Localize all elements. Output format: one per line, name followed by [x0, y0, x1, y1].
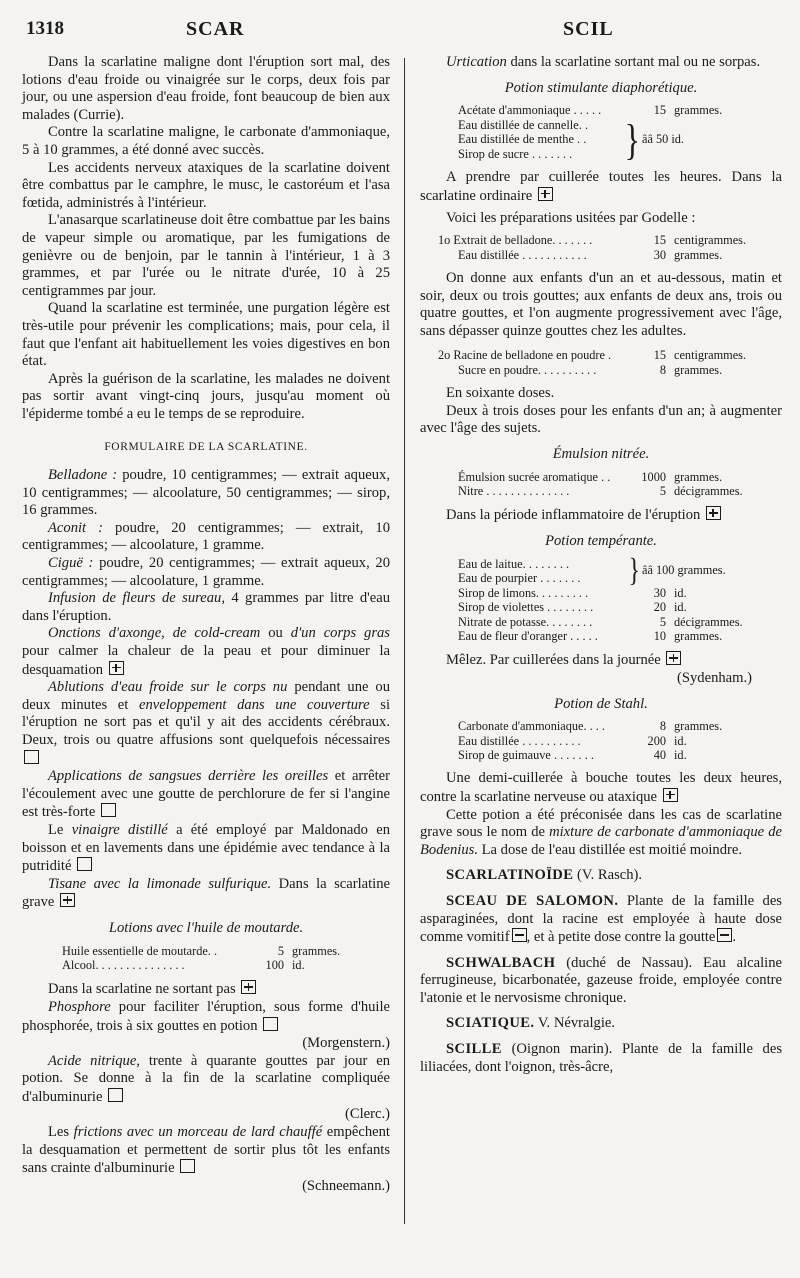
minus-box-icon	[512, 928, 527, 942]
dictionary-entry: SCIATIQUE. V. Névralgie.	[446, 1015, 616, 1032]
formula-entry: Tisane avec la limonade sulfurique. Dans la scarlatine grave	[22, 875, 390, 911]
formula-entry: Le vinaigre distillé a été employé par Maldonado en boisson et en lavements dans une épidémie avec tendance à la putridité	[22, 821, 391, 875]
recipe-row: Eau de laitue. . . . . . . .	[458, 556, 570, 571]
group-quantity: ââ 100 grammes.	[642, 563, 726, 578]
recipe-list	[420, 233, 782, 262]
plus-box-icon	[666, 651, 681, 665]
plus-box-icon	[109, 661, 124, 675]
paragraph: Deux à trois doses pour les enfants d'un an; à augmenter avec l'âge des sujets.	[420, 402, 782, 437]
paragraph: Quand la scarlatine est terminée, une purgation légère est très-utile pour prévenir les complications; mais, pour cela, il faut que l'enfant ait habituellement les voies digestives en bon état.	[22, 300, 390, 370]
running-head-right: SCIL	[563, 18, 614, 40]
recipe-list	[420, 470, 782, 499]
recipe-title: Potion tempérante.	[545, 532, 657, 549]
recipe-row: Nitre . . . . . . . . . . . . . . 5 décigrammes.	[458, 483, 743, 498]
recipe-row: Alcool. . . . . . . . . . . . . . . 100 id.	[62, 957, 305, 972]
recipe-row: Émulsion sucrée aromatique . . 1000 grammes.	[458, 469, 723, 484]
recipe-row: Sirop de guimauve . . . . . . . 40 id.	[458, 747, 687, 762]
column-divider	[404, 58, 405, 1224]
recipe-row: Carbonate d'ammoniaque. . . . 8 grammes.	[458, 719, 723, 734]
recipe-row: Sirop de violettes . . . . . . . . 20 id.	[458, 600, 687, 615]
recipe-list	[420, 553, 782, 644]
recipe-row: Sirop de limons. . . . . . . . . 30 id.	[458, 585, 687, 600]
paragraph: Une demi-cuillerée à bouche toutes les deux heures, contre la scarlatine nerveuse ou ataxique	[420, 770, 782, 805]
paragraph: Cette potion a été préconisée dans les cas de scarlatine grave sous le nom de mixture de carbonate d'ammoniaque de Bodenius. La dose de l'eau distillée est moitié moindre.	[420, 806, 782, 858]
paragraph: Urtication dans la scarlatine sortant mal ou ne sorpas.	[446, 54, 761, 70]
paragraph: Après la guérison de la scarlatine, les malades ne doivent pas sortir avant vingt-cinq jours, jusqu'au moment où l'épiderme tombé a eu le temps de se reproduire.	[22, 370, 390, 422]
recipe-title: Lotions avec l'huile de moutarde.	[108, 919, 304, 936]
attribution: (Sydenham.)	[677, 669, 752, 686]
paragraph: Contre la scarlatine maligne, le carbonate d'ammoniaque, 5 à 10 grammes, a été donné avec succès.	[22, 124, 390, 158]
dictionary-entry: SCHWALBACH (duché de Nassau). Eau alcaline ferrugineuse, bicarbonatée, gazeuse froide, employée contre l'atonie et le nervosisme chronique.	[420, 954, 782, 1006]
recipe-row: Eau distillée de cannelle. .	[458, 117, 589, 132]
dictionary-entry: SCILLE (Oignon marin). Plante de la famille des liliacées, dont l'oignon, très-âcre,	[420, 1041, 782, 1075]
empty-box-icon	[108, 1088, 123, 1102]
paragraph: Phosphore pour faciliter l'éruption, sous forme d'huile phosphorée, trois à six gouttes en potion	[22, 998, 391, 1034]
recipe-title: Potion de Stahl.	[554, 695, 648, 712]
recipe-row: Eau de fleur d'oranger . . . . . 10 grammes.	[458, 628, 723, 643]
group-quantity: ââ 50 id.	[642, 131, 685, 146]
running-head-left: SCAR	[186, 18, 245, 40]
plus-box-icon	[60, 893, 75, 907]
recipe-row: Sirop de sucre . . . . . . .	[458, 146, 573, 161]
formula-entry: Infusion de fleurs de sureau, 4 grammes par litre d'eau dans l'éruption.	[22, 590, 390, 624]
empty-box-icon	[77, 857, 92, 871]
recipe-list	[420, 348, 782, 377]
formula-entry: Aconit : poudre, 20 centigrammes; — extrait, 10 centigrammes; — alcoolature, 1 gramme.	[22, 519, 391, 554]
paragraph: Voici les préparations usitées par Godelle :	[446, 209, 696, 226]
formula-entry: Ablutions d'eau froide sur le corps nu pendant une ou deux minutes et enveloppement dans une couverture si l'éruption ne sort pas et qu'il y ait des accidents cérébraux. Deux, trois ou quatre affusions sont quelquefois nécessaires	[22, 679, 390, 768]
paragraph: Dans la période inflammatoire de l'éruption	[420, 506, 782, 525]
empty-box-icon	[263, 1017, 278, 1031]
formula-entry: Belladone : poudre, 10 centigrammes; — extrait aqueux, 10 centigrammes; — alcoolature, 50 centigrammes; — sirop, 16 grammes.	[22, 467, 390, 519]
empty-box-icon	[180, 1159, 195, 1173]
recipe-row: Sucre en poudre. . . . . . . . . . 8 grammes.	[458, 362, 723, 377]
paragraph: Dans la scarlatine maligne dont l'éruption sort mal, des lotions d'eau froide ou vinaigrée sur le corps, deux fois par jour, ou une aspersion d'eau froide, font beaucoup de bien aux malades (Currie).	[22, 54, 390, 123]
empty-box-icon	[101, 803, 116, 817]
attribution: (Schneemann.)	[302, 1177, 390, 1194]
plus-box-icon	[538, 187, 553, 201]
formula-entry: Onctions d'axonge, de cold-cream ou d'un corps gras pour calmer la chaleur de la peau et pour diminuer la desquamation	[22, 625, 390, 678]
attribution: (Morgenstern.)	[302, 1035, 390, 1052]
page-number: 1318	[26, 18, 64, 39]
paragraph: Mêlez. Par cuillerées dans la journée	[420, 651, 782, 670]
paragraph: Acide nitrique, trente à quarante gouttes par jour en potion. Se donne à la fin de la scarlatine compliquée d'albuminurie	[22, 1052, 391, 1105]
formula-entry: Applications de sangsues derrière les oreilles et arrêter l'écoulement avec une goutte de perchlorure de fer si l'angine est très-forte	[22, 768, 391, 821]
formula-entry: Ciguë : poudre, 20 centigrammes; — extrait aqueux, 20 centigrammes; — alcoolature, 1 gramme.	[22, 555, 390, 589]
empty-box-icon	[24, 750, 39, 764]
recipe-list	[420, 719, 782, 762]
brace-icon: }	[624, 115, 640, 164]
left-column	[22, 54, 390, 1195]
plus-box-icon	[663, 788, 678, 802]
dictionary-entry: SCEAU DE SALOMON. Plante de la famille des asparaginées, dont la racine est employée à haute dose comme vomitif , et à petite dose contre la goutte .	[420, 892, 782, 946]
recipe-row: Eau distillée de menthe . .	[458, 132, 587, 147]
recipe-row: Nitrate de potasse. . . . . . . . 5 décigrammes.	[458, 614, 743, 629]
recipe-title: Émulsion nitrée.	[552, 445, 650, 462]
recipe-row: Eau de pourpier . . . . . . .	[458, 571, 581, 586]
recipe-row: 1o Extrait de belladone. . . . . . . 15 centigrammes.	[438, 233, 747, 248]
paragraph: On donne aux enfants d'un an et au-dessous, matin et soir, deux ou trois gouttes; aux enfants de deux ans, trois ou quatre gouttes, et l'on augmente progressivement avec l'âge, sans dépasser quinze gouttes chez les adultes.	[420, 269, 782, 339]
recipe-row: Eau distillée . . . . . . . . . . . 30 grammes.	[458, 247, 723, 262]
recipe-row: Acétate d'ammoniaque . . . . . 15 grammes.	[458, 103, 723, 118]
recipe-row: Eau distillée . . . . . . . . . . 200 id.	[458, 733, 687, 748]
right-column	[420, 54, 782, 1076]
recipe-row: 2o Racine de belladone en poudre . 15 centigrammes.	[438, 348, 747, 363]
recipe-group	[458, 553, 772, 589]
recipe-group	[458, 115, 772, 164]
plus-box-icon	[706, 506, 721, 520]
brace-icon: }	[628, 553, 640, 589]
recipe-row: Huile essentielle de moutarde. . 5 grammes.	[62, 943, 341, 958]
paragraph: L'anasarque scarlatineuse doit être combattue par les bains de vapeur simple ou aromatique, par les fumigations de genièvre ou de benjoin, par le tannin à l'intérieur, 1 à 3 grammes, et par l'urée ou le nitrate d'urée, 10 à 25 centigrammes par jour.	[22, 212, 390, 299]
recipe-title: Potion stimulante diaphorétique.	[504, 79, 698, 96]
plus-box-icon	[241, 980, 256, 994]
dictionary-entry: SCARLATINOÏDE (V. Rasch).	[446, 867, 643, 884]
minus-box-icon	[717, 928, 732, 942]
paragraph: A prendre par cuillerée toutes les heures. Dans la scarlatine ordinaire	[420, 169, 782, 204]
paragraph: Les accidents nerveux ataxiques de la scarlatine doivent être combattus par le camphre, le musc, le castoréum et l'asa fœtida, administrés à l'intérieur.	[22, 159, 390, 211]
paragraph: En soixante doses.	[446, 385, 555, 402]
formulaire-heading: FORMULAIRE DE LA SCARLATINE.	[104, 441, 308, 454]
attribution: (Clerc.)	[345, 1106, 390, 1123]
recipe-list	[420, 103, 782, 164]
paragraph: Dans la scarlatine ne sortant pas	[22, 980, 390, 999]
paragraph: Les frictions avec un morceau de lard chauffé empêchent la desquamation et permettent de sortir plus tôt les enfants sans crainte d'albuminurie	[22, 1124, 390, 1177]
recipe-list	[22, 944, 390, 973]
